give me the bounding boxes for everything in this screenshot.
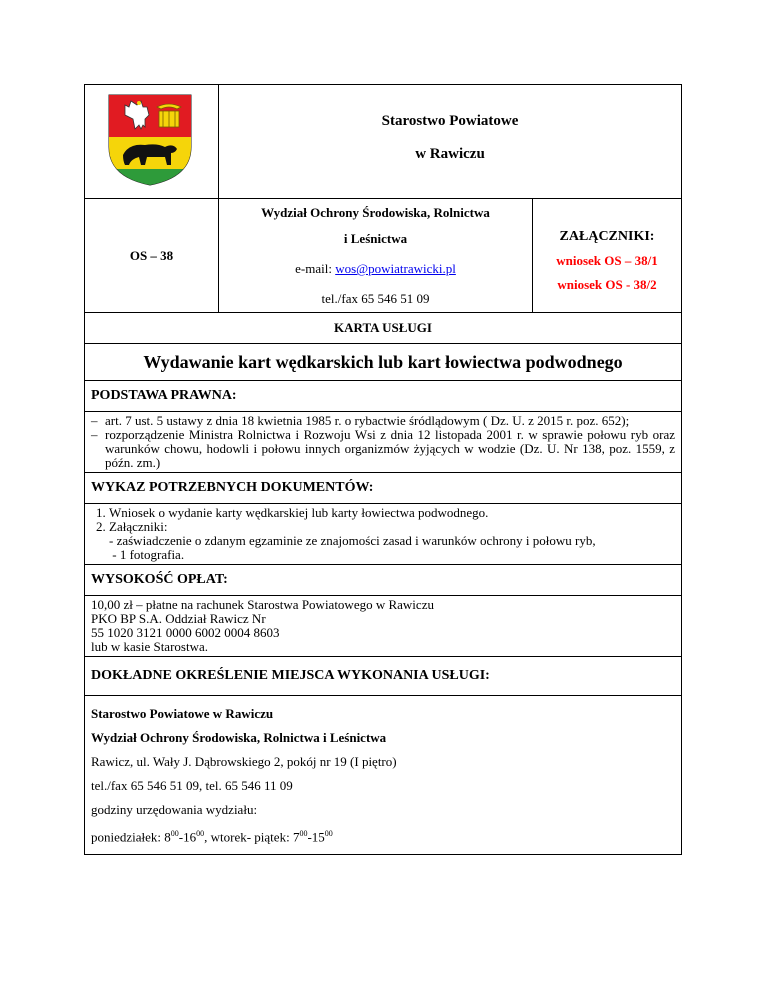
hours-minutes: 00: [170, 829, 179, 839]
department-cell: [219, 199, 533, 313]
email-line: [219, 261, 532, 277]
attachment-sub-item: - 1 fotografia.: [109, 547, 185, 563]
hours-value: 8: [164, 829, 171, 845]
office-hours-label: godziny urzędowania wydziału:: [91, 802, 258, 818]
telfax-line: tel./fax 65 546 51 09: [321, 291, 430, 306]
attachment-2: wniosek OS - 38/2: [557, 277, 657, 292]
service-title: Wydawanie kart wędkarskich lub kart łowiectwa podwodnego: [85, 344, 682, 381]
location-phones: tel./fax 65 546 51 09, tel. 65 546 11 09: [91, 778, 293, 794]
fee-line: lub w kasie Starostwa.: [91, 639, 208, 655]
email-label: e-mail:: [295, 261, 336, 276]
attachments-cell: [533, 199, 682, 313]
hours-monday-label: poniedziałek:: [91, 829, 165, 845]
email-link[interactable]: wos@powiatrawicki.pl: [335, 261, 456, 276]
service-card-table: [84, 84, 682, 855]
hours-minutes: 00: [324, 829, 333, 839]
coat-of-arms-icon: [85, 85, 219, 193]
service-card: [84, 84, 681, 855]
location-office: Starostwo Powiatowe w Rawiczu: [91, 706, 274, 722]
crest-cell: [85, 85, 219, 199]
department-line2: i Leśnictwa: [343, 231, 408, 246]
documents-body: [85, 504, 682, 565]
location-address: Rawicz, ul. Wały J. Dąbrowskiego 2, pokój nr 19 (I piętro): [91, 754, 397, 770]
hours-value: 7: [292, 829, 300, 845]
hours-minutes: 00: [196, 829, 205, 839]
documents-heading: WYKAZ POTRZEBNYCH DOKUMENTÓW:: [85, 473, 682, 504]
card-code: OS – 38: [129, 247, 174, 263]
location-body: [85, 696, 682, 854]
document-item: [109, 520, 675, 562]
card-label: KARTA USŁUGI: [85, 313, 682, 344]
fee-line: PKO BP S.A. Oddział Rawicz Nr: [91, 611, 266, 627]
hours-minutes: 00: [299, 829, 308, 839]
location-department: Wydział Ochrony Środowiska, Rolnictwa i Leśnictwa: [91, 730, 387, 746]
office-title-cell: [219, 85, 682, 199]
legal-basis-list: [91, 414, 675, 470]
location-heading: DOKŁADNE OKREŚLENIE MIEJSCA WYKONANIA USŁUGI:: [85, 657, 682, 696]
office-hours: [91, 822, 675, 849]
fee-line: 10,00 zł – płatne na rachunek Starostwa Powiatowego w Rawiczu: [91, 597, 434, 613]
fees-heading: WYSOKOŚĆ OPŁAT:: [85, 565, 682, 596]
attachment-sub-item: - zaświadczenie o zdanym egzaminie ze znajomości zasad i warunków ochrony i połowu ryb,: [109, 533, 596, 549]
legal-basis-item: – rozporządzenie Ministra Rolnictwa i Rozwoju Wsi z dnia 12 listopada 2001 r. w sprawie połowu ryb oraz warunków chowu, hodowli i połowu innych organizmów żyjących w wodzie (Dz. U. Nr 138, poz. 1559, z późn. zm.): [91, 428, 675, 470]
department-line1: Wydział Ochrony Środowiska, Rolnictwa: [261, 205, 490, 220]
attachment-1: wniosek OS – 38/1: [556, 253, 658, 268]
office-city: w Rawiczu: [415, 146, 485, 162]
attachments-title: ZAŁĄCZNIKI:: [559, 229, 655, 244]
office-name: Starostwo Powiatowe: [381, 113, 519, 129]
hours-value: -15: [307, 829, 325, 845]
documents-list: [91, 506, 675, 562]
legal-basis-body: [85, 412, 682, 473]
bank-account: 55 1020 3121 0000 6002 0004 8603: [91, 625, 280, 641]
card-code-cell: [85, 199, 219, 313]
fees-body: [85, 596, 682, 657]
attachments-label: 2. Załączniki:: [109, 519, 168, 535]
legal-basis-item: – art. 7 ust. 5 ustawy z dnia 18 kwietnia 1985 r. o rybactwie śródlądowym ( Dz. U. z 2015 r. poz. 652);: [91, 414, 675, 428]
document-item: 1. Wniosek o wydanie karty wędkarskiej lub karty łowiectwa podwodnego.: [109, 506, 675, 520]
hours-value: -16: [178, 829, 197, 845]
hours-weekday-label: , wtorek- piątek:: [204, 829, 293, 845]
legal-basis-heading: PODSTAWA PRAWNA:: [85, 381, 682, 412]
